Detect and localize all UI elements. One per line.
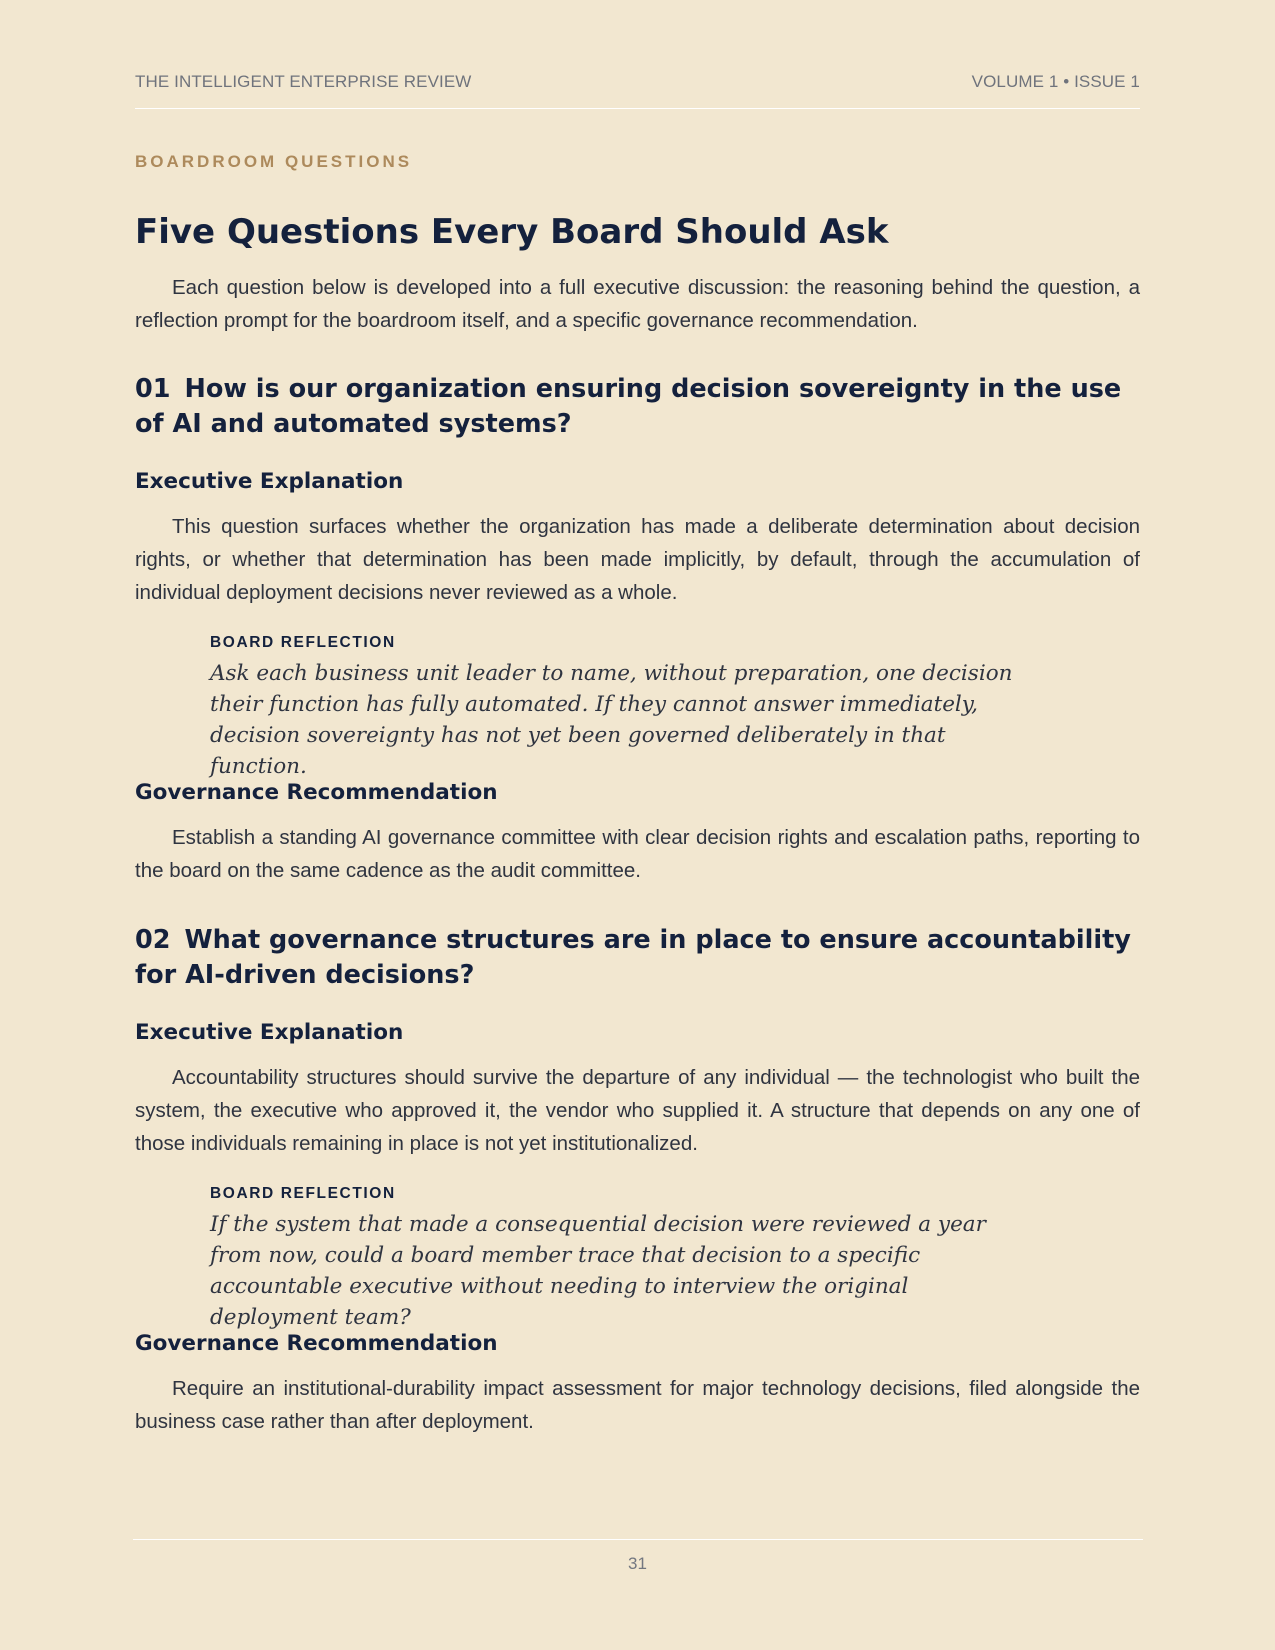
- recommendation-heading: Governance Recommendation: [135, 1331, 498, 1356]
- reflection-text: If the system that made a consequential decision were reviewed a year from now, could a board member trace that decision to a specific accountable executive without needing to interview the original deployment team?: [210, 1212, 986, 1330]
- recommendation-heading: Governance Recommendation: [135, 780, 498, 805]
- board-reflection: [210, 1185, 1040, 1333]
- explanation-heading: Executive Explanation: [135, 469, 404, 494]
- board-reflection: [210, 634, 1040, 782]
- footer-divider: [133, 1539, 1143, 1540]
- question-number: 01: [135, 374, 171, 404]
- intro-paragraph: Each question below is developed into a full executive discussion: the reasoning behind the question, a reflection prompt for the boardroom itself, and a specific governance recommendation.: [135, 276, 1140, 332]
- reflection-label: BOARD REFLECTION: [210, 634, 396, 651]
- issue-label: VOLUME 1 • ISSUE 1: [971, 72, 1140, 91]
- explanation-paragraph: Accountability structures should survive the departure of any individual — the technologist who built the system, the executive who approved it, the vendor who supplied it. A structure that depends on any one of those individuals remaining in place is not yet institutionalized.: [135, 1066, 1140, 1155]
- recommendation-paragraph: Establish a standing AI governance committee with clear decision rights and escalation paths, reporting to the board on the same cadence as the audit committee.: [135, 826, 1140, 882]
- section-kicker: BOARDROOM QUESTIONS: [135, 152, 413, 171]
- reflection-text: Ask each business unit leader to name, without preparation, one decision their function has fully automated. If they cannot answer immediately, decision sovereignty has not yet been governed deliberately in that function.: [210, 661, 1013, 779]
- question-number: 02: [135, 925, 171, 955]
- recommendation-paragraph: Require an institutional-durability impact assessment for major technology decisions, filed alongside the business case rather than after deployment.: [135, 1377, 1140, 1433]
- question-heading: [135, 372, 1140, 442]
- question-heading: [135, 923, 1140, 993]
- page-number: 31: [628, 1554, 647, 1573]
- question-text: How is our organization ensuring decision sovereignty in the use of AI and automated systems?: [135, 374, 1122, 439]
- running-header: [135, 72, 1140, 109]
- reflection-label: BOARD REFLECTION: [210, 1185, 396, 1202]
- explanation-heading: Executive Explanation: [135, 1020, 404, 1045]
- page-title: Five Questions Every Board Should Ask: [135, 212, 889, 252]
- publication-name: THE INTELLIGENT ENTERPRISE REVIEW: [135, 72, 472, 91]
- question-text: What governance structures are in place to ensure accountability for AI-driven decisions?: [135, 925, 1131, 990]
- explanation-paragraph: This question surfaces whether the organization has made a deliberate determination about decision rights, or whether that determination has been made implicitly, by default, through the accumulation of individual deployment decisions never reviewed as a whole.: [135, 515, 1140, 604]
